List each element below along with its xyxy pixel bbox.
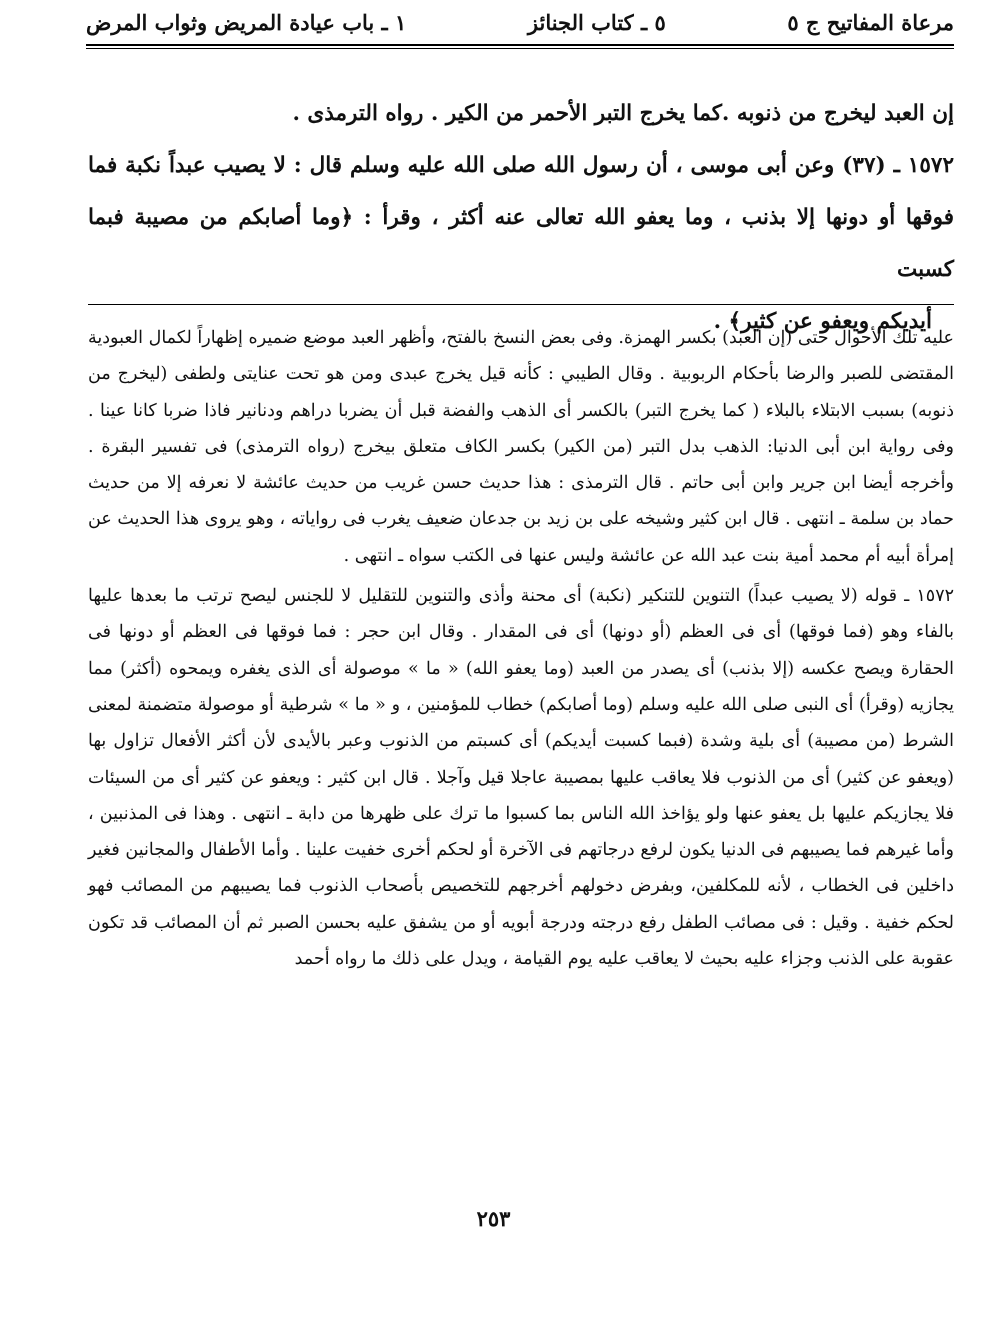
commentary-text bbox=[88, 320, 954, 977]
header-book-title: مرعاة المفاتيح ج ٥ bbox=[787, 9, 954, 35]
header-chapter: ٥ ـ كتاب الجنائز bbox=[527, 9, 666, 35]
header-section: ١ ـ باب عيادة المريض وثواب المرض bbox=[86, 9, 407, 35]
hadith-text bbox=[88, 88, 954, 348]
header-rule bbox=[86, 44, 954, 46]
hadith-line-2: ١٥٧٢ ـ (٣٧) وعن أبى موسى ، أن رسول الله صلى الله عليه وسلم قال : لا يصيب عبداً نكبة فما فوقها أو دونها إلا بذنب ، وما يعفو الله تعالى عنه أكثر ، وقرأ : ﴿وما أصابكم من مصيبة فبما كسبت bbox=[88, 153, 954, 282]
header-rule-thin bbox=[86, 48, 954, 49]
commentary-paragraph-2: ١٥٧٢ ـ قوله (لا يصيب عبداً) التنوين للتنكير (نكبة) أى محنة وأذى والتنوين للتقليل لا للجنس ليصح ترتب ما بعدها عليها بالفاء وهو (فما فوقها) أى فى العظم (أو دونها) أى فى المقدار . وقال ابن حجر : فما فوقها فى العظم أو دونها فى الحقارة ويصح عكسه (إلا بذنب) أى يصدر من العبد (وما يعفو الله) « ما » موصولة أى الذى يغفره ويمحوه (أكثر) مما يجازيه (وقرأ) أى النبى صلى الله عليه وسلم (وما أصابكم) خطاب للمؤمنين ، و « ما » شرطية أو موصولة متضمنة لمعنى الشرط (من مصيبة) أى بلية وشدة (فبما كسبت أيديكم) أى كسبتم من الذنوب وعبر بالأيدى لأن أكثر الأفعال تزاول بها (ويعفو عن كثير) أى من الذنوب فلا يعاقب عليها بمصيبة عاجلا قيل وآجلا . قال ابن كثير : ويعفو عن كثير أى من السيئات فلا يجازيكم عليها بل يعفو عنها ولو يؤاخذ الله الناس بما كسبوا ما ترك على ظهرها من دابة ـ انتهى . وهذا فى المذنبين ، وأما غيرهم فما يصيبهم فى الدنيا يكون لرفع درجاتهم فى الآخرة أو لحكم أخرى خفيت علينا . وأما الأطفال والمجانين فغير داخلين فى الخطاب ، لأنه للمكلفين، وبفرض دخولهم أخرجهم للتخصيص بأصحاب الذنوب فما يصيبهم من المصائب فهو لحكم خفية . وقيل : فى مصائب الطفل رفع درجته ودرجة أبويه أو من يشفق عليه بحسن الصبر ثم أن المصائب قد تكون عقوبة على الذنب وجزاء عليه بحيث لا يعاقب عليه يوم القيامة ، ويدل على ذلك ما رواه أحمد bbox=[88, 586, 954, 970]
commentary-paragraph-1: عليه تلك الأحوال حتى (إن العبد) بكسر الهمزة. وفى بعض النسخ بالفتح، وأظهر العبد موضع ضميره إظهاراً لكمال العبودية المقتضى للصبر والرضا بأحكام الربوبية . وقال الطيبي : كأنه قيل يخرج عبدى ومن هو تحت عنايتى ولطفى (ليخرج من ذنوبه) بسبب الابتلاء بالبلاء ( كما يخرج التبر) بالكسر أى الذهب والفضة قبل أن يضربا دراهم ودنانير فاذا ضربا كانا عينا . وفى رواية ابن أبى الدنيا: الذهب بدل التبر (من الكير) بكسر الكاف متعلق بيخرج (رواه الترمذى) فى تفسير البقرة . وأخرجه أيضا ابن جرير وابن أبى حاتم . قال الترمذى : هذا حديث حسن غريب من حديث عائشة لا نعرفه إلا من حديث حماد بن سلمة ـ انتهى . قال ابن كثير وشيخه على بن زيد بن جدعان ضعيف يغرب فى رواياته ، وهو يروى هذا الحديث عن إمرأة أبيه أم محمد أمية بنت عبد الله عن عائشة وليس عنها فى الكتب سواه ـ انتهى . bbox=[88, 328, 954, 566]
running-header bbox=[86, 2, 954, 42]
section-divider bbox=[88, 304, 954, 305]
page-number: ٢٥٣ bbox=[476, 1206, 511, 1231]
hadith-line-3: أيديكم ويعفو عن كثير﴾ . bbox=[713, 309, 932, 334]
hadith-line-1: إن العبد ليخرج من ذنوبه .كما يخرج التبر الأحمر من الكير . رواه الترمذى . bbox=[292, 101, 954, 126]
